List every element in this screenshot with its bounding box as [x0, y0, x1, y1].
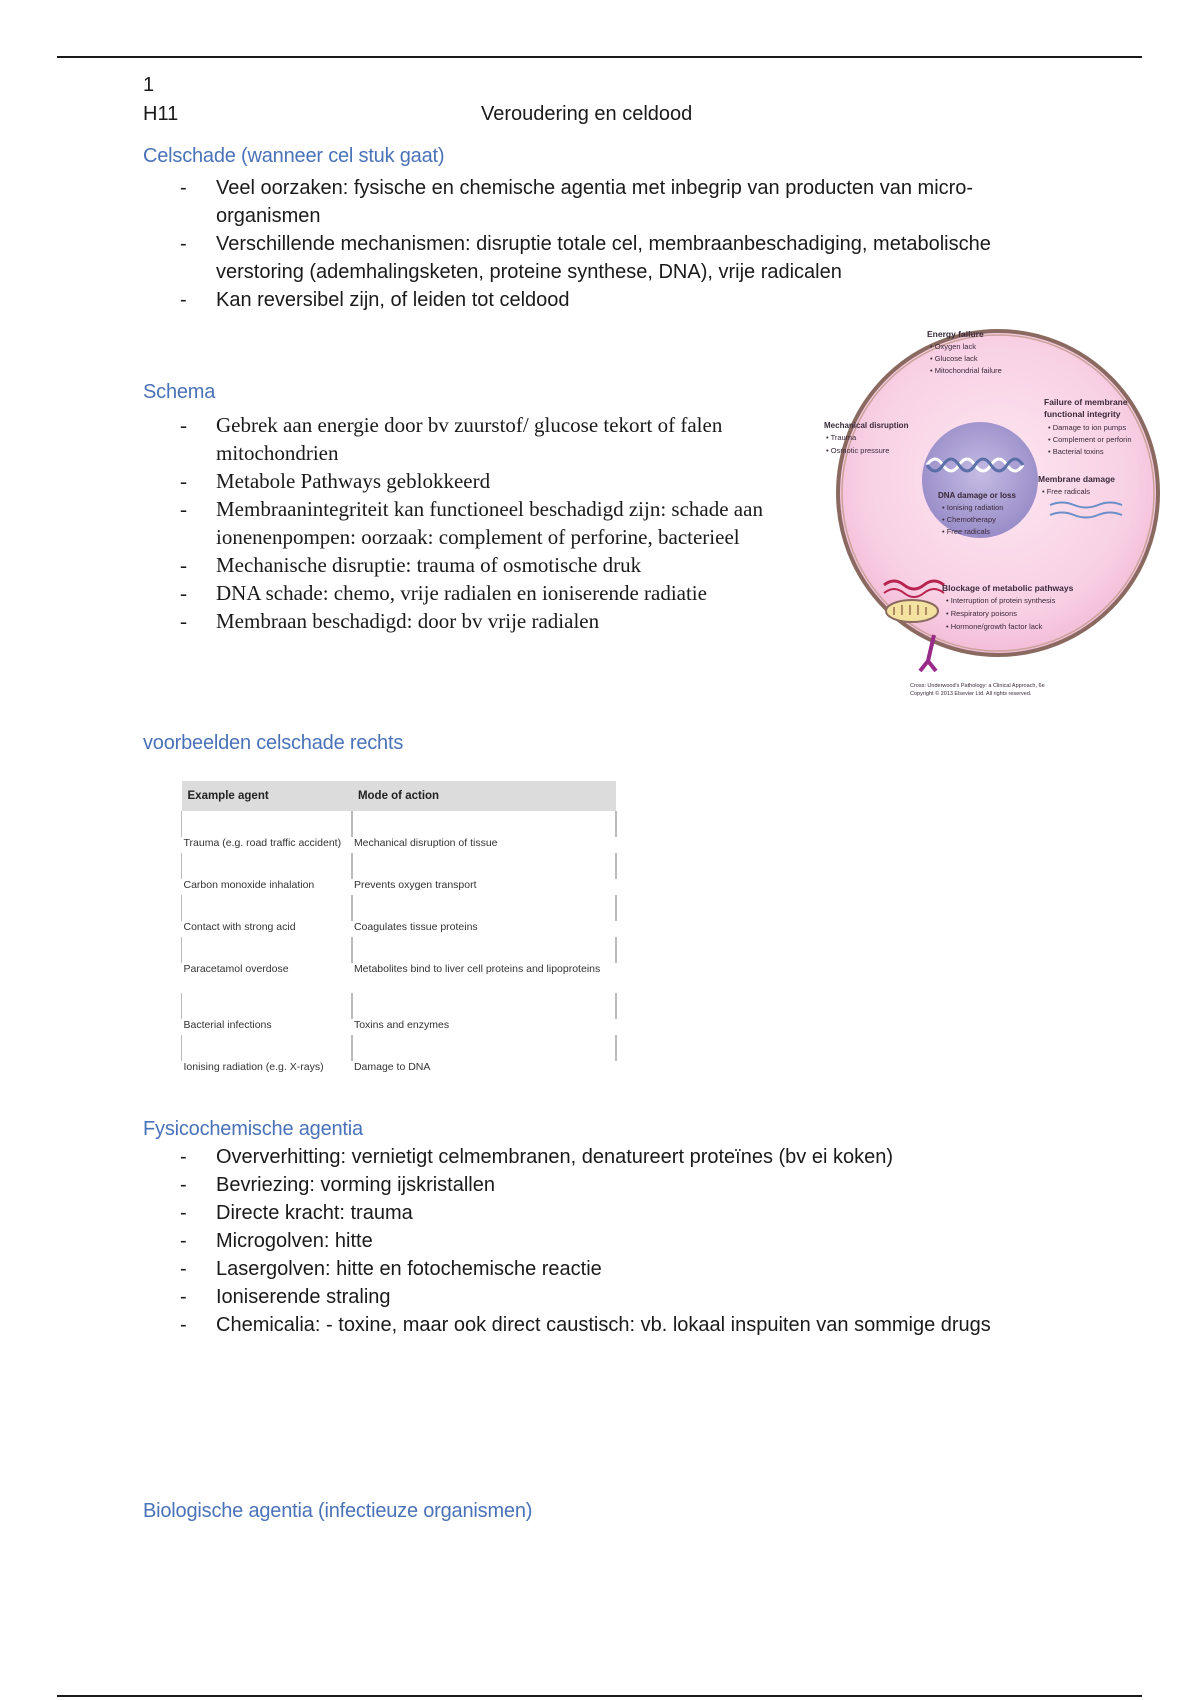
label-membrane-failure: Failure of membrane [1044, 397, 1128, 407]
example-agents-table [181, 781, 617, 1077]
list-schema [170, 411, 810, 635]
svg-text:• Interruption of protein synt: • Interruption of protein synthesis [946, 596, 1056, 605]
list-item: - Membraan beschadigd: door bv vrije radialen [170, 607, 810, 635]
table-row: Trauma (e.g. road traffic accident) Mechanical disruption of tissue [183, 837, 498, 849]
chapter-label: H11 [143, 103, 179, 125]
list-celschade [170, 174, 1050, 314]
table-header: Example agent [182, 781, 352, 811]
label-membrane-damage: Membrane damage [1038, 474, 1115, 484]
list-item: - Ioniserende straling [170, 1283, 1030, 1311]
svg-text:• Osmotic pressure: • Osmotic pressure [826, 446, 890, 455]
svg-text:• Chemotherapy: • Chemotherapy [942, 515, 996, 524]
label-mechanical: Mechanical disruption [824, 421, 909, 430]
svg-text:• Respiratory poisons: • Respiratory poisons [946, 609, 1017, 618]
svg-text:• Trauma: • Trauma [826, 433, 857, 442]
list-fysicochemisch [170, 1143, 1030, 1339]
label-dna-damage: DNA damage or loss [938, 491, 1016, 500]
heading-biologisch: Biologische agentia (infectieuze organismen) [143, 1500, 533, 1522]
table-header: Mode of action [352, 781, 616, 811]
figure-credit: Cross: Underwood's Pathology: a Clinical Approach, 6e [910, 683, 1045, 689]
list-item: - Metabole Pathways geblokkeerd [170, 467, 810, 495]
table-row: Paracetamol overdose Metabolites bind to liver cell proteins and lipoproteins [183, 963, 601, 975]
svg-text:• Bacterial toxins: • Bacterial toxins [1048, 447, 1104, 456]
list-item: - Gebrek aan energie door bv zuurstof/ glucose tekort of falen mitochondrien [170, 411, 810, 467]
list-item: - Bevriezing: vorming ijskristallen [170, 1171, 1030, 1199]
cell-injury-diagram [822, 325, 1160, 701]
svg-text:functional integrity: functional integrity [1044, 409, 1121, 419]
list-item: - Verschillende mechanismen: disruptie totale cel, membraanbeschadiging, metabolische verstoring (ademhalingsketen, proteine synthese, DNA), vrije radicalen [170, 230, 1050, 286]
svg-text:• Free radicals: • Free radicals [942, 527, 991, 536]
table-row: Ionising radiation (e.g. X-rays) Damage to DNA [183, 1061, 431, 1073]
page-number: 1 [143, 74, 155, 96]
list-item: - Veel oorzaken: fysische en chemische agentia met inbegrip van producten van micro-organismen [170, 174, 1050, 230]
table-row: Carbon monoxide inhalation Prevents oxygen transport [183, 879, 477, 891]
svg-text:• Ionising radiation: • Ionising radiation [942, 503, 1004, 512]
heading-schema: Schema [143, 381, 216, 403]
table-row: Contact with strong acid Coagulates tissue proteins [183, 921, 478, 933]
svg-text:• Glucose lack: • Glucose lack [930, 354, 978, 363]
heading-celschade: Celschade (wanneer cel stuk gaat) [143, 145, 445, 167]
list-item: - Microgolven: hitte [170, 1227, 1030, 1255]
heading-fysicochemisch: Fysicochemische agentia [143, 1118, 363, 1140]
svg-text:• Hormone/growth factor lack: • Hormone/growth factor lack [946, 622, 1043, 631]
svg-text:• Oxygen lack: • Oxygen lack [930, 342, 976, 351]
svg-text:Copyright © 2013 Elsevier Ltd.: Copyright © 2013 Elsevier Ltd. All rights reserved. [910, 691, 1032, 697]
list-item: - Directe kracht: trauma [170, 1199, 1030, 1227]
list-item: - Mechanische disruptie: trauma of osmotische druk [170, 551, 810, 579]
list-item: - Oververhitting: vernietigt celmembranen, denatureert proteïnes (bv ei koken) [170, 1143, 1030, 1171]
table-row: Bacterial infections Toxins and enzymes [183, 1019, 450, 1031]
page-bottom-rule [57, 1695, 1142, 1697]
svg-text:• Free radicals: • Free radicals [1042, 487, 1091, 496]
label-energy-failure: Energy failure [927, 329, 984, 339]
chapter-title: Veroudering en celdood [481, 103, 693, 125]
list-item: - Lasergolven: hitte en fotochemische reactie [170, 1255, 1030, 1283]
svg-text:• Damage to ion pumps: • Damage to ion pumps [1048, 423, 1127, 432]
list-item: - Chemicalia: - toxine, maar ook direct caustisch: vb. lokaal inspuiten van sommige drugs [170, 1311, 1030, 1339]
heading-voorbeelden: voorbeelden celschade rechts [143, 732, 404, 754]
list-item: - Membraanintegriteit kan functioneel beschadigd zijn: schade aan ionenenpompen: oorzaak: complement of perforine, bacterieel [170, 495, 810, 551]
label-metabolic-blockage: Blockage of metabolic pathways [942, 583, 1074, 593]
svg-text:• Mitochondrial failure: • Mitochondrial failure [930, 366, 1002, 375]
list-item: - DNA schade: chemo, vrije radialen en ioniserende radiatie [170, 579, 810, 607]
svg-text:• Complement or perforin: • Complement or perforin [1048, 435, 1132, 444]
list-item: - Kan reversibel zijn, of leiden tot celdood [170, 286, 1050, 314]
page-top-rule [57, 56, 1142, 58]
